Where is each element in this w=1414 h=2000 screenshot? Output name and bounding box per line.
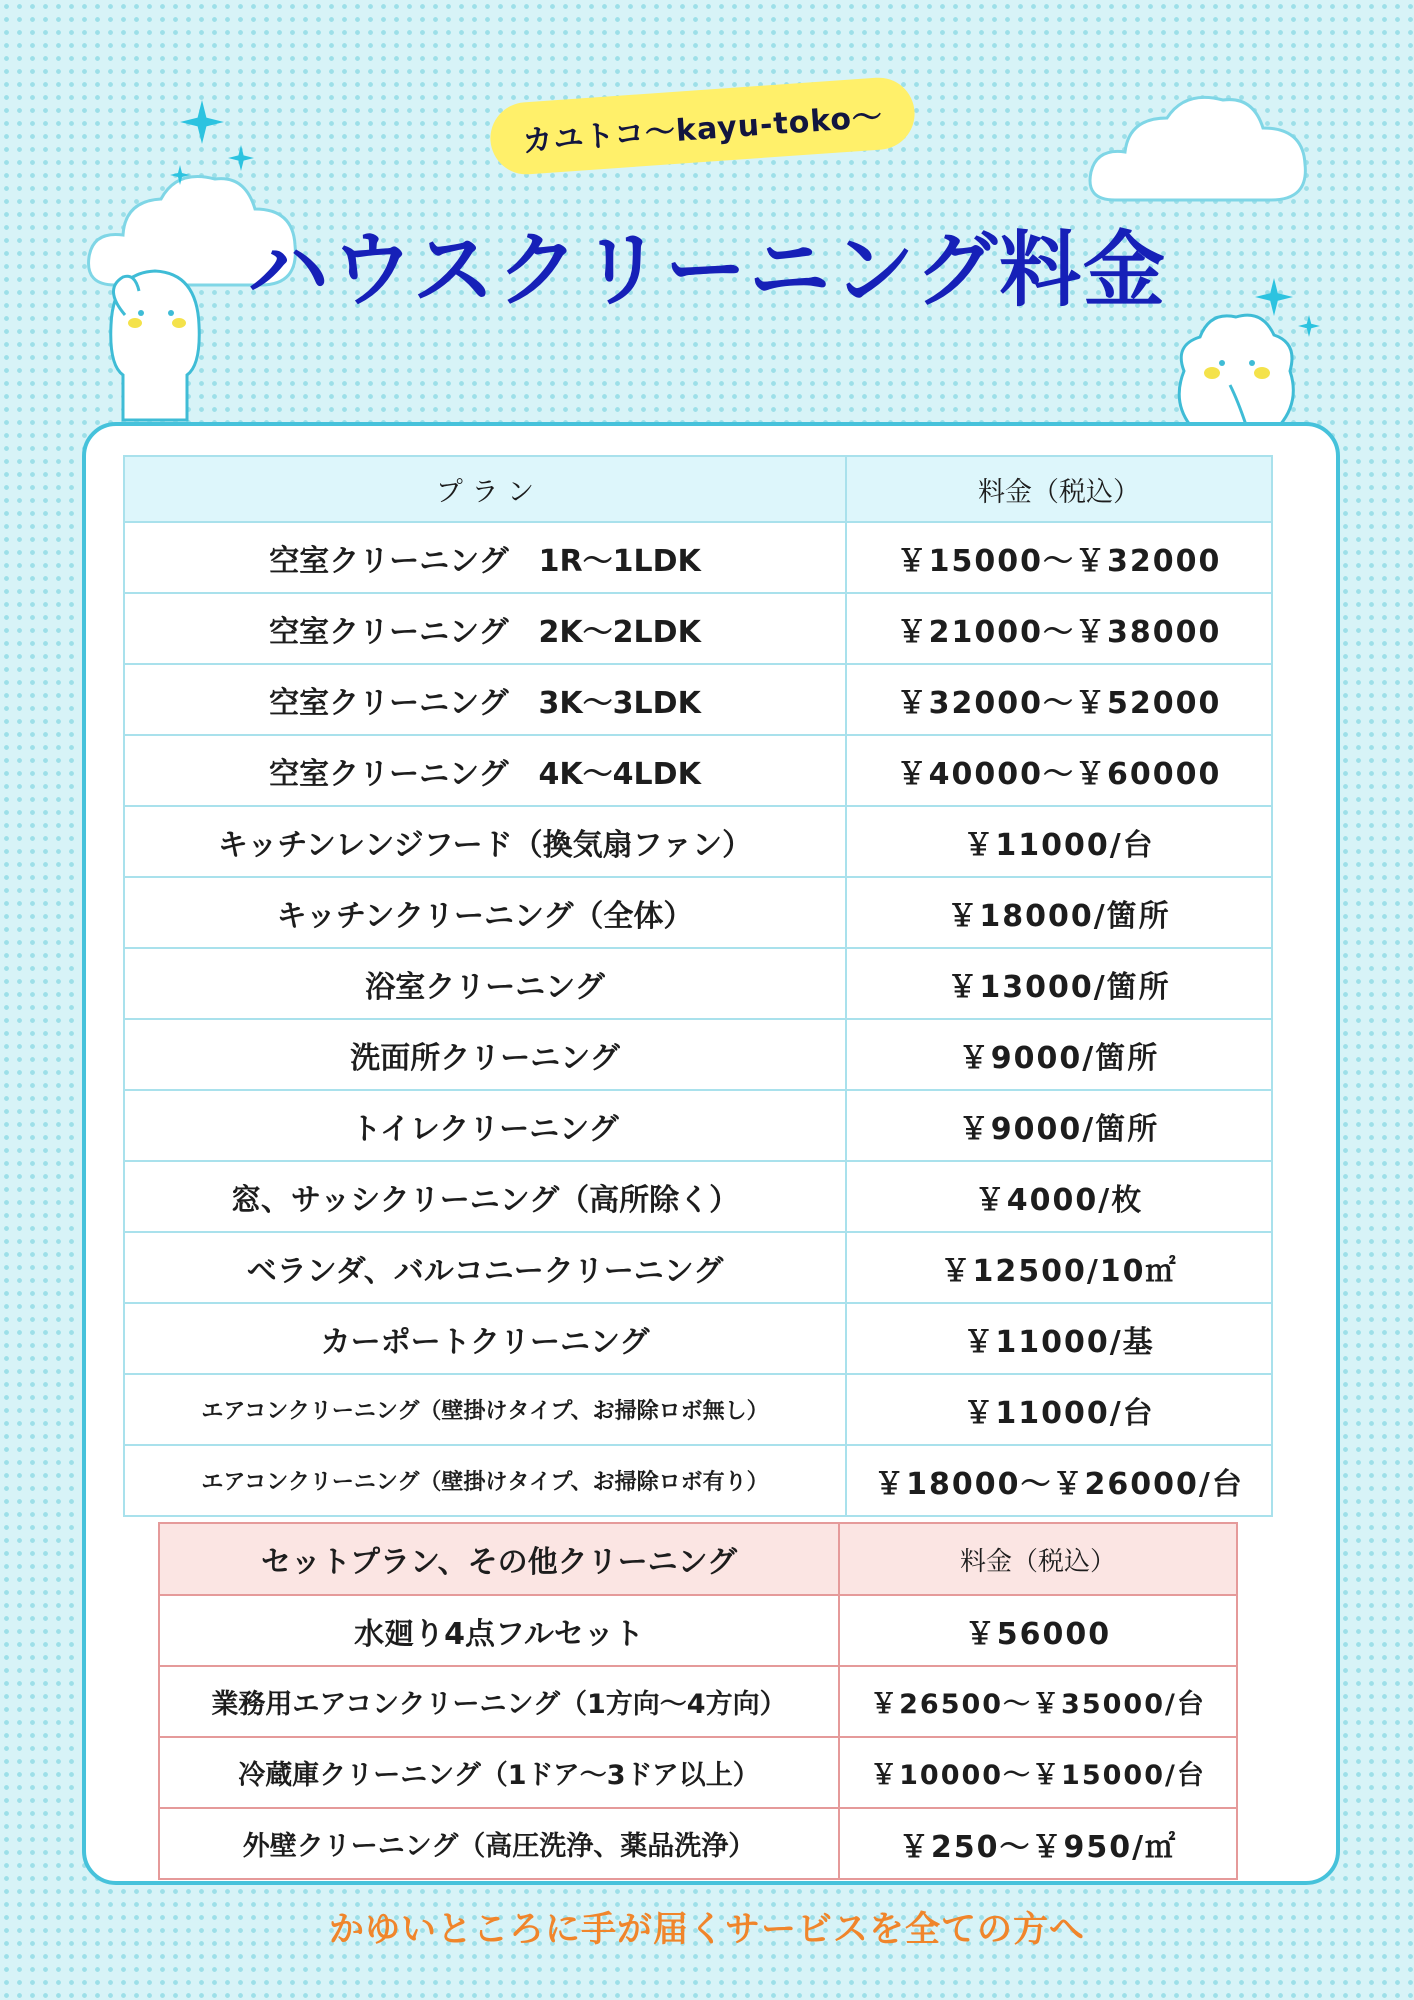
sparkle-icon [180, 100, 224, 144]
plan-name: カーポートクリーニング [124, 1303, 846, 1374]
table-row [159, 1595, 1237, 1666]
brand-name: カユトコ〜kayu-toko〜 [521, 99, 885, 160]
table-header-row [124, 456, 1272, 522]
cloud-icon-right [1085, 88, 1315, 218]
plan-price: ￥10000〜￥15000/台 [839, 1737, 1237, 1808]
character-icon-left [95, 255, 215, 425]
plan-price: ￥15000〜￥32000 [846, 522, 1272, 593]
plan-price: ￥9000/箇所 [846, 1019, 1272, 1090]
plan-name: 空室クリーニング 4K〜4LDK [124, 735, 846, 806]
plan-name: 水廻り4点フルセット [159, 1595, 839, 1666]
table-row [124, 664, 1272, 735]
plan-name: 空室クリーニング 1R〜1LDK [124, 522, 846, 593]
plan-name: 窓、サッシクリーニング（高所除く） [124, 1161, 846, 1232]
plan-name: 空室クリーニング 3K〜3LDK [124, 664, 846, 735]
plan-name: キッチンレンジフード（換気扇ファン） [124, 806, 846, 877]
plan-price: ￥4000/枚 [846, 1161, 1272, 1232]
header-plan: プ ラ ン [124, 456, 846, 522]
header-set-plan: セットプラン、その他クリーニング [159, 1523, 839, 1595]
table-row [124, 1303, 1272, 1374]
plan-name: 業務用エアコンクリーニング（1方向〜4方向） [159, 1666, 839, 1737]
plan-price: ￥11000/基 [846, 1303, 1272, 1374]
character-icon-right [1170, 305, 1300, 430]
plan-name: 冷蔵庫クリーニング（1ドア〜3ドア以上） [159, 1737, 839, 1808]
plan-price: ￥32000〜￥52000 [846, 664, 1272, 735]
plan-table [123, 455, 1273, 1517]
table-row [159, 1666, 1237, 1737]
table-header-row [159, 1523, 1237, 1595]
table-row [124, 806, 1272, 877]
plan-price: ￥26500〜￥35000/台 [839, 1666, 1237, 1737]
table-row [124, 1090, 1272, 1161]
table-row [124, 1161, 1272, 1232]
header-price: 料金（税込） [839, 1523, 1237, 1595]
plan-price: ￥12500/10㎡ [846, 1232, 1272, 1303]
table-row [124, 522, 1272, 593]
table-row [124, 877, 1272, 948]
table-row [124, 1374, 1272, 1445]
table-row [124, 948, 1272, 1019]
plan-price: ￥18000/箇所 [846, 877, 1272, 948]
plan-price: ￥21000〜￥38000 [846, 593, 1272, 664]
plan-name: 外壁クリーニング（高圧洗浄、薬品洗浄） [159, 1808, 839, 1879]
plan-price: ￥9000/箇所 [846, 1090, 1272, 1161]
plan-name: エアコンクリーニング（壁掛けタイプ、お掃除ロボ無し） [124, 1374, 846, 1445]
sparkle-icon [170, 165, 190, 185]
plan-price: ￥11000/台 [846, 806, 1272, 877]
table-row [124, 735, 1272, 806]
set-plan-table [158, 1522, 1238, 1880]
plan-name: 洗面所クリーニング [124, 1019, 846, 1090]
plan-price: ￥56000 [839, 1595, 1237, 1666]
table-row [124, 1445, 1272, 1516]
header-price: 料金（税込） [846, 456, 1272, 522]
footer-tagline: かゆいところに手が届くサービスを全ての方へ [328, 1910, 1085, 1950]
sparkle-icon [228, 145, 254, 171]
table-row [159, 1808, 1237, 1879]
plan-name: エアコンクリーニング（壁掛けタイプ、お掃除ロボ有り） [124, 1445, 846, 1516]
plan-price: ￥13000/箇所 [846, 948, 1272, 1019]
plan-price: ￥11000/台 [846, 1374, 1272, 1445]
plan-price: ￥40000〜￥60000 [846, 735, 1272, 806]
table-row [124, 1232, 1272, 1303]
table-row [124, 1019, 1272, 1090]
plan-name: ベランダ、バルコニークリーニング [124, 1232, 846, 1303]
plan-name: 浴室クリーニング [124, 948, 846, 1019]
plan-name: キッチンクリーニング（全体） [124, 877, 846, 948]
plan-name: 空室クリーニング 2K〜2LDK [124, 593, 846, 664]
plan-price: ￥250〜￥950/㎡ [839, 1808, 1237, 1879]
plan-name: トイレクリーニング [124, 1090, 846, 1161]
page-title: ハウスクリーニング料金 [247, 223, 1167, 318]
table-row [124, 593, 1272, 664]
table-row [159, 1737, 1237, 1808]
plan-price: ￥18000〜￥26000/台 [846, 1445, 1272, 1516]
brand-badge [488, 75, 917, 176]
